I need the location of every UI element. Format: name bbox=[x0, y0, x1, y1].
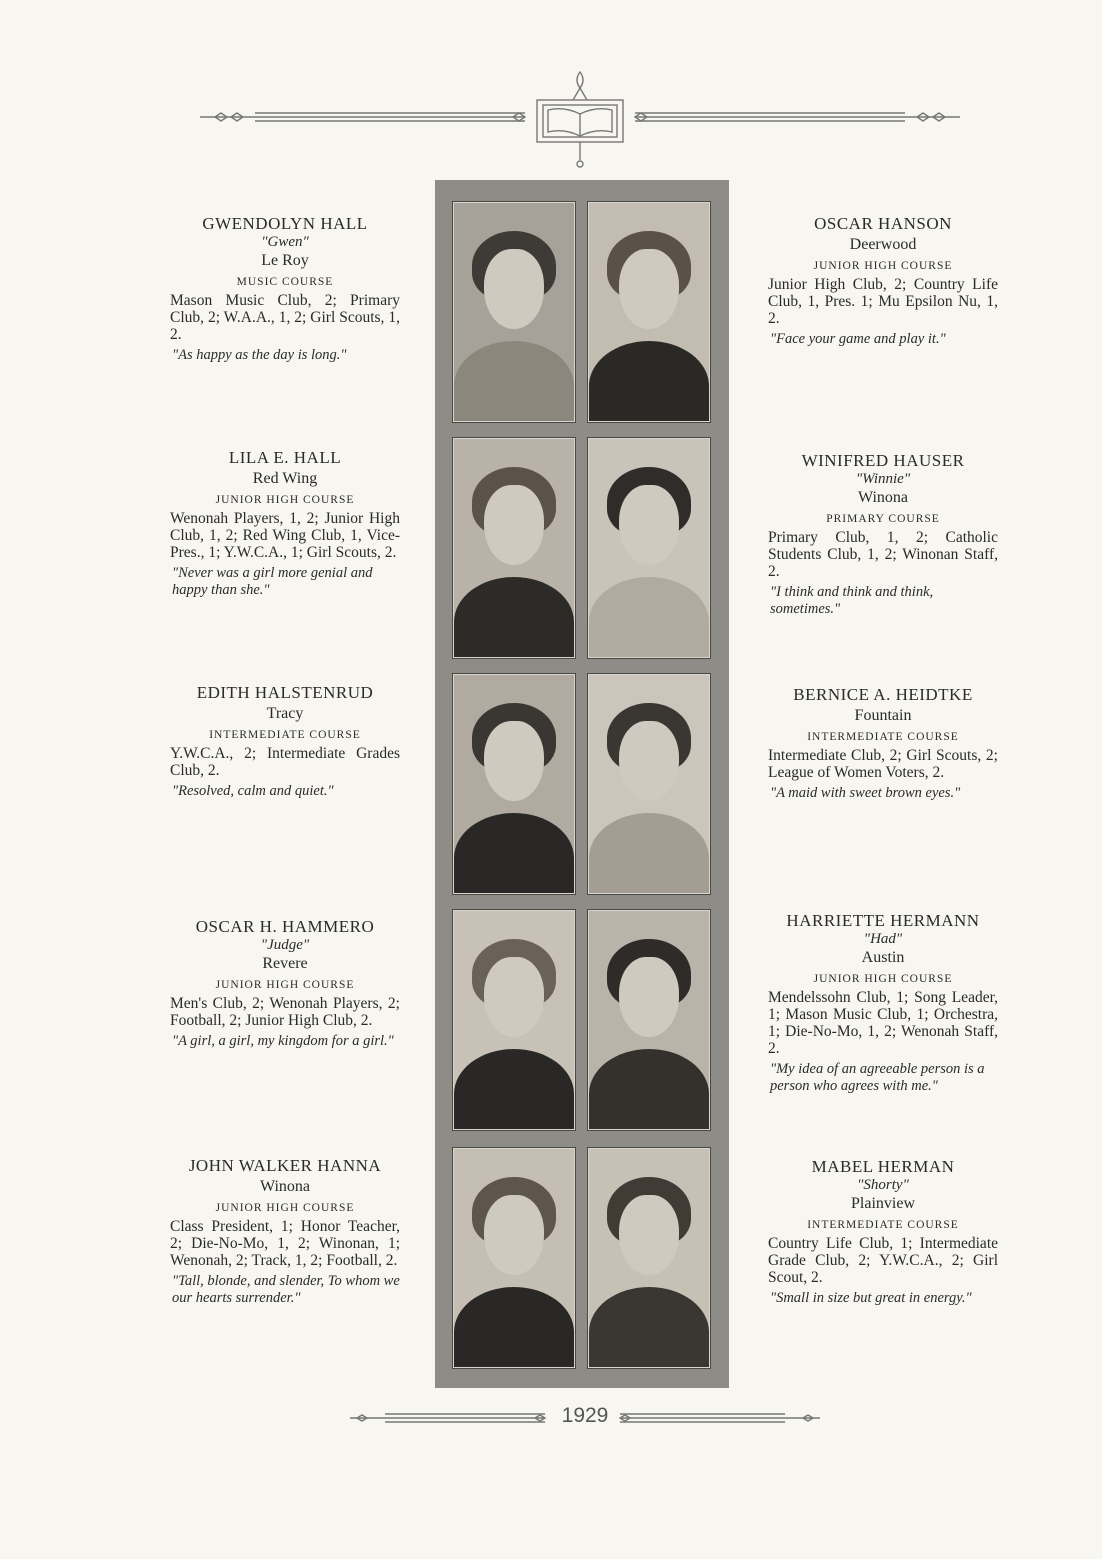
student-nickname: "Judge" bbox=[260, 937, 310, 953]
student-quote: "Tall, blonde, and slender, To whom we our hearts surrender." bbox=[172, 1273, 400, 1306]
student-course: JUNIOR HIGH COURSE bbox=[215, 1202, 355, 1214]
student-quote: "Resolved, calm and quiet." bbox=[172, 783, 334, 799]
student-activities: Y.W.C.A., 2; Intermediate Grades Club, 2. bbox=[170, 745, 400, 779]
student-hometown: Plainview bbox=[851, 1195, 915, 1212]
student-hometown: Deerwood bbox=[849, 236, 917, 253]
entry-oscar-hanson bbox=[768, 214, 998, 348]
student-quote: "I think and think and think, sometimes." bbox=[770, 584, 934, 617]
student-name: HARRIETTE HERMANN bbox=[786, 911, 980, 930]
portrait-lila-hall bbox=[453, 438, 575, 658]
student-name: JOHN WALKER HANNA bbox=[188, 1156, 382, 1175]
student-nickname: "Winnie" bbox=[855, 471, 911, 487]
student-name: EDITH HALSTENRUD bbox=[196, 683, 374, 702]
entry-harriette-hermann bbox=[768, 911, 998, 1095]
student-hometown: Austin bbox=[861, 949, 905, 966]
portrait-oscar-hammero bbox=[453, 910, 575, 1130]
portrait-bernice-heidtke bbox=[588, 674, 710, 894]
student-quote: "As happy as the day is long." bbox=[172, 347, 347, 363]
student-course: INTERMEDIATE COURSE bbox=[807, 731, 959, 743]
student-name: BERNICE A. HEIDTKE bbox=[793, 685, 973, 704]
portrait-panel bbox=[435, 180, 729, 1388]
student-activities: Mason Music Club, 2; Primary Club, 2; W.A.A., 1, 2; Girl Scouts, 1, 2. bbox=[170, 292, 400, 343]
entry-john-walker-hanna bbox=[170, 1156, 400, 1307]
entry-winifred-hauser bbox=[768, 451, 998, 618]
student-nickname: "Shorty" bbox=[857, 1177, 909, 1193]
student-course: JUNIOR HIGH COURSE bbox=[813, 973, 953, 985]
portrait-gwendolyn-hall bbox=[453, 202, 575, 422]
entry-oscar-hammero bbox=[170, 917, 400, 1050]
student-hometown: Red Wing bbox=[252, 470, 318, 487]
student-quote: "Small in size but great in energy." bbox=[770, 1290, 972, 1306]
student-nickname: "Had" bbox=[863, 931, 903, 947]
student-hometown: Revere bbox=[262, 955, 308, 972]
student-hometown: Winona bbox=[857, 489, 908, 506]
entry-lila-hall bbox=[170, 448, 400, 599]
student-course: PRIMARY COURSE bbox=[826, 513, 940, 525]
student-course: MUSIC COURSE bbox=[236, 276, 334, 288]
portrait-winifred-hauser bbox=[588, 438, 710, 658]
student-name: WINIFRED HAUSER bbox=[801, 451, 965, 470]
student-nickname: "Gwen" bbox=[261, 234, 309, 250]
entry-edith-halstenrud bbox=[170, 683, 400, 800]
entry-bernice-heidtke bbox=[768, 685, 998, 802]
student-activities: Class President, 1; Honor Teacher, 2; Die-No-Mo, 1, 2; Winonan, 1; Wenonah, 2; Track, 1, 2; Football, 2. bbox=[170, 1218, 400, 1269]
student-activities: Intermediate Club, 2; Girl Scouts, 2; League of Women Voters, 2. bbox=[768, 747, 998, 781]
student-course: INTERMEDIATE COURSE bbox=[209, 729, 361, 741]
student-quote: "A girl, a girl, my kingdom for a girl." bbox=[172, 1033, 394, 1049]
student-hometown: Le Roy bbox=[261, 252, 309, 269]
student-course: INTERMEDIATE COURSE bbox=[807, 1219, 959, 1231]
student-hometown: Fountain bbox=[854, 707, 912, 724]
student-name: OSCAR H. HAMMERO bbox=[195, 917, 375, 936]
student-quote: "Face your game and play it." bbox=[770, 331, 946, 347]
portrait-harriette-hermann bbox=[588, 910, 710, 1130]
entry-gwendolyn-hall bbox=[170, 214, 400, 364]
student-name: OSCAR HANSON bbox=[814, 214, 952, 233]
student-activities: Men's Club, 2; Wenonah Players, 2; Football, 2; Junior High Club, 2. bbox=[170, 995, 400, 1029]
yearbook-year: 1929 bbox=[555, 1404, 615, 1428]
student-course: JUNIOR HIGH COURSE bbox=[215, 494, 355, 506]
student-activities: Junior High Club, 2; Country Life Club, 1, Pres. 1; Mu Epsilon Nu, 1, 2. bbox=[768, 276, 998, 327]
student-course: JUNIOR HIGH COURSE bbox=[215, 979, 355, 991]
portrait-john-walker-hanna bbox=[453, 1148, 575, 1368]
student-quote: "A maid with sweet brown eyes." bbox=[770, 785, 961, 801]
portrait-mabel-herman bbox=[588, 1148, 710, 1368]
student-activities: Mendelssohn Club, 1; Song Leader, 1; Mason Music Club, 1; Orchestra, 1; Die-No-Mo, 1, 2; Wenonah Staff, 2. bbox=[768, 989, 998, 1057]
student-course: JUNIOR HIGH COURSE bbox=[813, 260, 953, 272]
student-name: LILA E. HALL bbox=[228, 448, 342, 467]
student-quote: "My idea of an agreeable person is a person who agrees with me." bbox=[770, 1061, 985, 1094]
student-hometown: Winona bbox=[259, 1178, 310, 1195]
portrait-oscar-hanson bbox=[588, 202, 710, 422]
student-activities: Wenonah Players, 1, 2; Junior High Club, 1, 2; Red Wing Club, 1, Vice-Pres., 1; Y.W.C.A., 1; Girl Scouts, 2. bbox=[170, 510, 400, 561]
student-activities: Primary Club, 1, 2; Catholic Students Club, 1, 2; Winonan Staff, 2. bbox=[768, 529, 998, 580]
entry-mabel-herman bbox=[768, 1157, 998, 1307]
portrait-edith-halstenrud bbox=[453, 674, 575, 894]
torch-book-ornament bbox=[195, 70, 965, 170]
student-name: GWENDOLYN HALL bbox=[202, 214, 368, 233]
student-quote: "Never was a girl more genial and happy than she." bbox=[172, 565, 373, 598]
student-hometown: Tracy bbox=[266, 705, 304, 722]
student-activities: Country Life Club, 1; Intermediate Grade Club, 2; Y.W.C.A., 2; Girl Scout, 2. bbox=[768, 1235, 998, 1286]
student-name: MABEL HERMAN bbox=[811, 1157, 955, 1176]
